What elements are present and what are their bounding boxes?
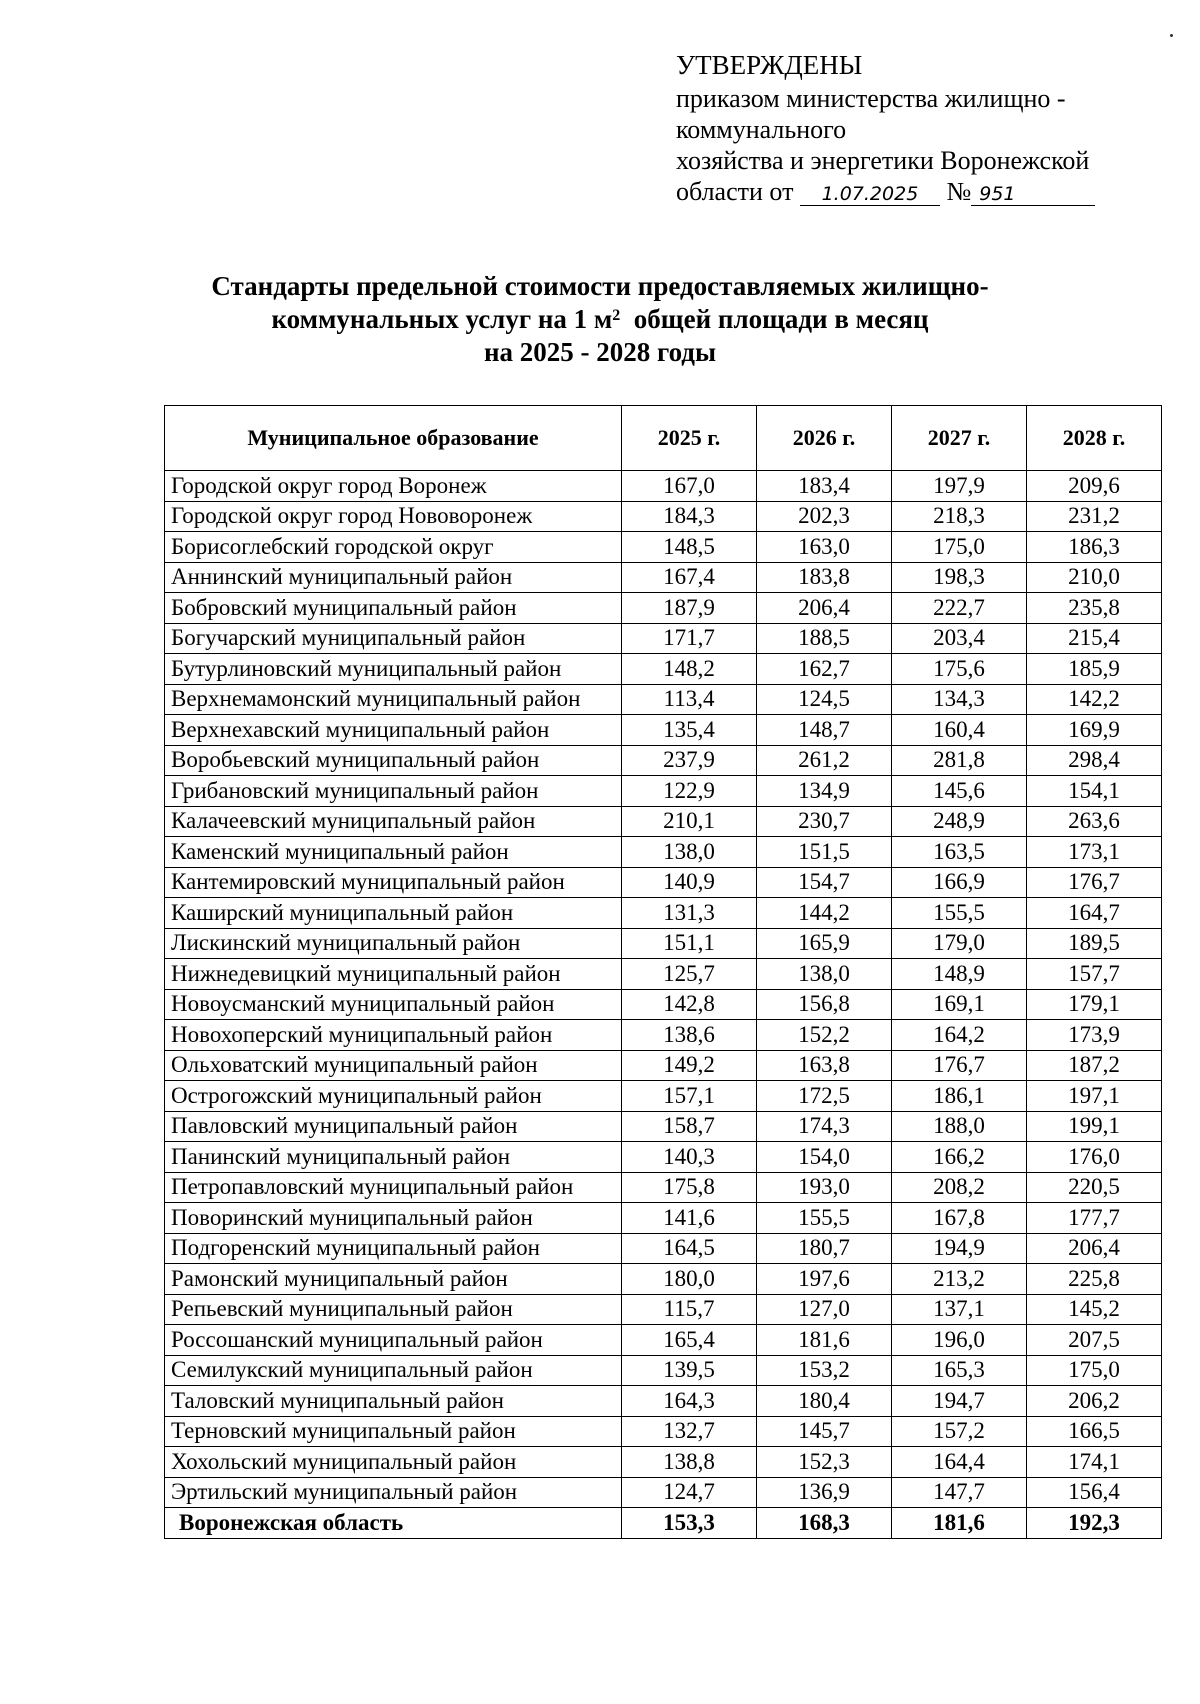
value-cell: 115,7: [622, 1294, 757, 1325]
value-cell: 157,7: [1027, 959, 1162, 990]
municipality-cell: Богучарский муниципальный район: [165, 623, 622, 654]
table-row: [165, 898, 1162, 929]
value-cell: 210,1: [622, 806, 757, 837]
value-cell: 187,2: [1027, 1050, 1162, 1081]
value-cell: 167,4: [622, 562, 757, 593]
municipality-cell: Городской округ город Нововоронеж: [165, 501, 622, 532]
table-row: [165, 989, 1162, 1020]
value-cell: 183,4: [757, 471, 892, 502]
value-cell: 197,6: [757, 1264, 892, 1295]
value-cell: 173,9: [1027, 1020, 1162, 1051]
approval-line-1: приказом министерства жилищно -: [676, 84, 1066, 113]
table-row: [165, 471, 1162, 502]
header-2026: 2026 г.: [757, 406, 892, 471]
value-cell: 183,8: [757, 562, 892, 593]
value-cell: 167,0: [622, 471, 757, 502]
title-line-2-part-1: коммунальных услуг на 1 м: [271, 304, 613, 334]
table-row: [165, 1020, 1162, 1051]
value-cell: 163,0: [757, 532, 892, 563]
municipality-cell: Россошанский муниципальный район: [165, 1325, 622, 1356]
value-cell: 157,2: [892, 1416, 1027, 1447]
value-cell: 181,6: [757, 1325, 892, 1356]
value-cell: 148,7: [757, 715, 892, 746]
value-cell: 177,7: [1027, 1203, 1162, 1234]
value-cell: 169,9: [1027, 715, 1162, 746]
value-cell: 173,1: [1027, 837, 1162, 868]
value-cell: 230,7: [757, 806, 892, 837]
table-row: [165, 1081, 1162, 1112]
table-row: [165, 1142, 1162, 1173]
municipality-cell: Верхнемамонский муниципальный район: [165, 684, 622, 715]
document-title: [160, 270, 1040, 369]
value-cell: 147,7: [892, 1477, 1027, 1508]
value-cell: 145,6: [892, 776, 1027, 807]
value-cell: 166,9: [892, 867, 1027, 898]
value-cell: 141,6: [622, 1203, 757, 1234]
table-row: [165, 1233, 1162, 1264]
value-cell: 145,7: [757, 1416, 892, 1447]
value-cell: 164,5: [622, 1233, 757, 1264]
table-row: [165, 1050, 1162, 1081]
value-cell: 175,6: [892, 654, 1027, 685]
value-cell: 164,3: [622, 1386, 757, 1417]
header-municipality: Муниципальное образование: [165, 406, 622, 471]
municipality-cell: Павловский муниципальный район: [165, 1111, 622, 1142]
municipality-cell: Воронежская область: [165, 1508, 622, 1539]
title-superscript: 2: [612, 307, 621, 324]
table-row: [165, 715, 1162, 746]
value-cell: 207,5: [1027, 1325, 1162, 1356]
value-cell: 151,1: [622, 928, 757, 959]
value-cell: 155,5: [757, 1203, 892, 1234]
value-cell: 235,8: [1027, 593, 1162, 624]
table-row: [165, 1294, 1162, 1325]
value-cell: 156,4: [1027, 1477, 1162, 1508]
value-cell: 222,7: [892, 593, 1027, 624]
value-cell: 164,2: [892, 1020, 1027, 1051]
value-cell: 180,4: [757, 1386, 892, 1417]
value-cell: 193,0: [757, 1172, 892, 1203]
municipality-cell: Новохоперский муниципальный район: [165, 1020, 622, 1051]
value-cell: 154,1: [1027, 776, 1162, 807]
value-cell: 175,0: [1027, 1355, 1162, 1386]
value-cell: 140,3: [622, 1142, 757, 1173]
table-row: [165, 654, 1162, 685]
table-row: [165, 928, 1162, 959]
municipality-cell: Грибановский муниципальный район: [165, 776, 622, 807]
value-cell: 298,4: [1027, 745, 1162, 776]
title-line-1: Стандарты предельной стоимости предоставляемых жилищно-: [211, 271, 989, 301]
table-total-row: [165, 1508, 1162, 1539]
municipality-cell: Семилукский муниципальный район: [165, 1355, 622, 1386]
value-cell: 174,1: [1027, 1447, 1162, 1478]
value-cell: 154,0: [757, 1142, 892, 1173]
municipality-cell: Острогожский муниципальный район: [165, 1081, 622, 1112]
municipality-cell: Ольховатский муниципальный район: [165, 1050, 622, 1081]
value-cell: 122,9: [622, 776, 757, 807]
value-cell: 208,2: [892, 1172, 1027, 1203]
header-2025: 2025 г.: [622, 406, 757, 471]
table-row: [165, 806, 1162, 837]
value-cell: 149,2: [622, 1050, 757, 1081]
value-cell: 165,9: [757, 928, 892, 959]
municipality-cell: Рамонский муниципальный район: [165, 1264, 622, 1295]
value-cell: 175,0: [892, 532, 1027, 563]
value-cell: 203,4: [892, 623, 1027, 654]
value-cell: 206,4: [757, 593, 892, 624]
municipality-cell: Лискинский муниципальный район: [165, 928, 622, 959]
value-cell: 213,2: [892, 1264, 1027, 1295]
value-cell: 197,9: [892, 471, 1027, 502]
title-line-2: [160, 303, 1040, 336]
municipality-cell: Таловский муниципальный район: [165, 1386, 622, 1417]
municipality-cell: Кантемировский муниципальный район: [165, 867, 622, 898]
table-row: [165, 837, 1162, 868]
value-cell: 164,7: [1027, 898, 1162, 929]
value-cell: 187,9: [622, 593, 757, 624]
value-cell: 248,9: [892, 806, 1027, 837]
table-body: [165, 471, 1162, 1539]
value-cell: 237,9: [622, 745, 757, 776]
value-cell: 225,8: [1027, 1264, 1162, 1295]
value-cell: 184,3: [622, 501, 757, 532]
value-cell: 124,5: [757, 684, 892, 715]
value-cell: 151,5: [757, 837, 892, 868]
value-cell: 176,7: [1027, 867, 1162, 898]
value-cell: 153,3: [622, 1508, 757, 1539]
handwritten-number: 951: [971, 183, 1095, 206]
value-cell: 138,0: [757, 959, 892, 990]
value-cell: 215,4: [1027, 623, 1162, 654]
header-2027: 2027 г.: [892, 406, 1027, 471]
header-2028: 2028 г.: [1027, 406, 1162, 471]
value-cell: 139,5: [622, 1355, 757, 1386]
municipality-cell: Панинский муниципальный район: [165, 1142, 622, 1173]
value-cell: 188,0: [892, 1111, 1027, 1142]
value-cell: 165,4: [622, 1325, 757, 1356]
table-row: [165, 1111, 1162, 1142]
value-cell: 134,3: [892, 684, 1027, 715]
title-line-3: на 2025 - 2028 годы: [483, 337, 717, 367]
approval-block: [676, 50, 1136, 207]
value-cell: 210,0: [1027, 562, 1162, 593]
municipality-cell: Калачеевский муниципальный район: [165, 806, 622, 837]
municipality-cell: Бобровский муниципальный район: [165, 593, 622, 624]
table-row: [165, 1264, 1162, 1295]
value-cell: 158,7: [622, 1111, 757, 1142]
value-cell: 154,7: [757, 867, 892, 898]
municipality-cell: Аннинский муниципальный район: [165, 562, 622, 593]
municipality-cell: Подгоренский муниципальный район: [165, 1233, 622, 1264]
table-row: [165, 867, 1162, 898]
value-cell: 152,3: [757, 1447, 892, 1478]
approval-line-2: коммунального: [676, 115, 847, 144]
municipality-cell: Бутурлиновский муниципальный район: [165, 654, 622, 685]
table-row: [165, 1386, 1162, 1417]
approval-heading: УТВЕРЖДЕНЫ: [676, 50, 863, 80]
value-cell: 165,3: [892, 1355, 1027, 1386]
value-cell: 174,3: [757, 1111, 892, 1142]
value-cell: 157,1: [622, 1081, 757, 1112]
table-row: [165, 959, 1162, 990]
value-cell: 202,3: [757, 501, 892, 532]
table-row: [165, 1355, 1162, 1386]
table-header-row: [165, 406, 1162, 471]
value-cell: 231,2: [1027, 501, 1162, 532]
value-cell: 169,1: [892, 989, 1027, 1020]
value-cell: 113,4: [622, 684, 757, 715]
value-cell: 140,9: [622, 867, 757, 898]
value-cell: 160,4: [892, 715, 1027, 746]
value-cell: 138,0: [622, 837, 757, 868]
value-cell: 186,3: [1027, 532, 1162, 563]
value-cell: 196,0: [892, 1325, 1027, 1356]
table-row: [165, 501, 1162, 532]
value-cell: 176,0: [1027, 1142, 1162, 1173]
value-cell: 138,6: [622, 1020, 757, 1051]
value-cell: 197,1: [1027, 1081, 1162, 1112]
value-cell: 206,4: [1027, 1233, 1162, 1264]
table-row: [165, 1325, 1162, 1356]
value-cell: 137,1: [892, 1294, 1027, 1325]
table-row: [165, 562, 1162, 593]
municipality-cell: Поворинский муниципальный район: [165, 1203, 622, 1234]
table-row: [165, 623, 1162, 654]
municipality-cell: Хохольский муниципальный район: [165, 1447, 622, 1478]
value-cell: 156,8: [757, 989, 892, 1020]
municipality-cell: Каширский муниципальный район: [165, 898, 622, 929]
table-row: [165, 1416, 1162, 1447]
title-line-2-part-2: общей площади в месяц: [633, 304, 929, 334]
table-row: [165, 593, 1162, 624]
value-cell: 199,1: [1027, 1111, 1162, 1142]
cost-standards-table: [164, 405, 1162, 1539]
value-cell: 168,3: [757, 1508, 892, 1539]
value-cell: 181,6: [892, 1508, 1027, 1539]
value-cell: 189,5: [1027, 928, 1162, 959]
table-row: [165, 532, 1162, 563]
table-row: [165, 1203, 1162, 1234]
value-cell: 194,9: [892, 1233, 1027, 1264]
municipality-cell: Петропавловский муниципальный район: [165, 1172, 622, 1203]
value-cell: 142,2: [1027, 684, 1162, 715]
value-cell: 136,9: [757, 1477, 892, 1508]
value-cell: 127,0: [757, 1294, 892, 1325]
value-cell: 153,2: [757, 1355, 892, 1386]
municipality-cell: Нижнедевицкий муниципальный район: [165, 959, 622, 990]
value-cell: 186,1: [892, 1081, 1027, 1112]
value-cell: 148,9: [892, 959, 1027, 990]
value-cell: 163,5: [892, 837, 1027, 868]
municipality-cell: Терновский муниципальный район: [165, 1416, 622, 1447]
scan-speck: [1170, 34, 1173, 37]
value-cell: 162,7: [757, 654, 892, 685]
value-cell: 164,4: [892, 1447, 1027, 1478]
value-cell: 144,2: [757, 898, 892, 929]
value-cell: 172,5: [757, 1081, 892, 1112]
value-cell: 132,7: [622, 1416, 757, 1447]
approval-line-3: хозяйства и энергетики Воронежской: [676, 146, 1090, 175]
value-cell: 148,2: [622, 654, 757, 685]
value-cell: 125,7: [622, 959, 757, 990]
table-row: [165, 776, 1162, 807]
value-cell: 188,5: [757, 623, 892, 654]
municipality-cell: Городской округ город Воронеж: [165, 471, 622, 502]
value-cell: 135,4: [622, 715, 757, 746]
value-cell: 198,3: [892, 562, 1027, 593]
value-cell: 167,8: [892, 1203, 1027, 1234]
table-row: [165, 684, 1162, 715]
approval-line-4: [676, 176, 1136, 207]
value-cell: 180,0: [622, 1264, 757, 1295]
value-cell: 179,0: [892, 928, 1027, 959]
value-cell: 176,7: [892, 1050, 1027, 1081]
value-cell: 124,7: [622, 1477, 757, 1508]
value-cell: 163,8: [757, 1050, 892, 1081]
value-cell: 180,7: [757, 1233, 892, 1264]
value-cell: 263,6: [1027, 806, 1162, 837]
value-cell: 134,9: [757, 776, 892, 807]
value-cell: 138,8: [622, 1447, 757, 1478]
value-cell: 166,5: [1027, 1416, 1162, 1447]
value-cell: 131,3: [622, 898, 757, 929]
value-cell: 218,3: [892, 501, 1027, 532]
value-cell: 185,9: [1027, 654, 1162, 685]
table-row: [165, 1477, 1162, 1508]
value-cell: 281,8: [892, 745, 1027, 776]
value-cell: 166,2: [892, 1142, 1027, 1173]
value-cell: 206,2: [1027, 1386, 1162, 1417]
municipality-cell: Борисоглебский городской округ: [165, 532, 622, 563]
value-cell: 175,8: [622, 1172, 757, 1203]
municipality-cell: Воробьевский муниципальный район: [165, 745, 622, 776]
value-cell: 209,6: [1027, 471, 1162, 502]
value-cell: 192,3: [1027, 1508, 1162, 1539]
value-cell: 148,5: [622, 532, 757, 563]
handwritten-date: 1.07.2025: [800, 183, 940, 206]
municipality-cell: Верхнехавский муниципальный район: [165, 715, 622, 746]
municipality-cell: Репьевский муниципальный район: [165, 1294, 622, 1325]
table-row: [165, 745, 1162, 776]
value-cell: 261,2: [757, 745, 892, 776]
municipality-cell: Каменский муниципальный район: [165, 837, 622, 868]
value-cell: 220,5: [1027, 1172, 1162, 1203]
table-row: [165, 1447, 1162, 1478]
approval-date-prefix: области от: [676, 177, 794, 206]
municipality-cell: Новоусманский муниципальный район: [165, 989, 622, 1020]
value-cell: 142,8: [622, 989, 757, 1020]
value-cell: 194,7: [892, 1386, 1027, 1417]
value-cell: 145,2: [1027, 1294, 1162, 1325]
municipality-cell: Эртильский муниципальный район: [165, 1477, 622, 1508]
value-cell: 155,5: [892, 898, 1027, 929]
value-cell: 152,2: [757, 1020, 892, 1051]
value-cell: 171,7: [622, 623, 757, 654]
value-cell: 179,1: [1027, 989, 1162, 1020]
table-row: [165, 1172, 1162, 1203]
number-label: №: [946, 177, 972, 206]
